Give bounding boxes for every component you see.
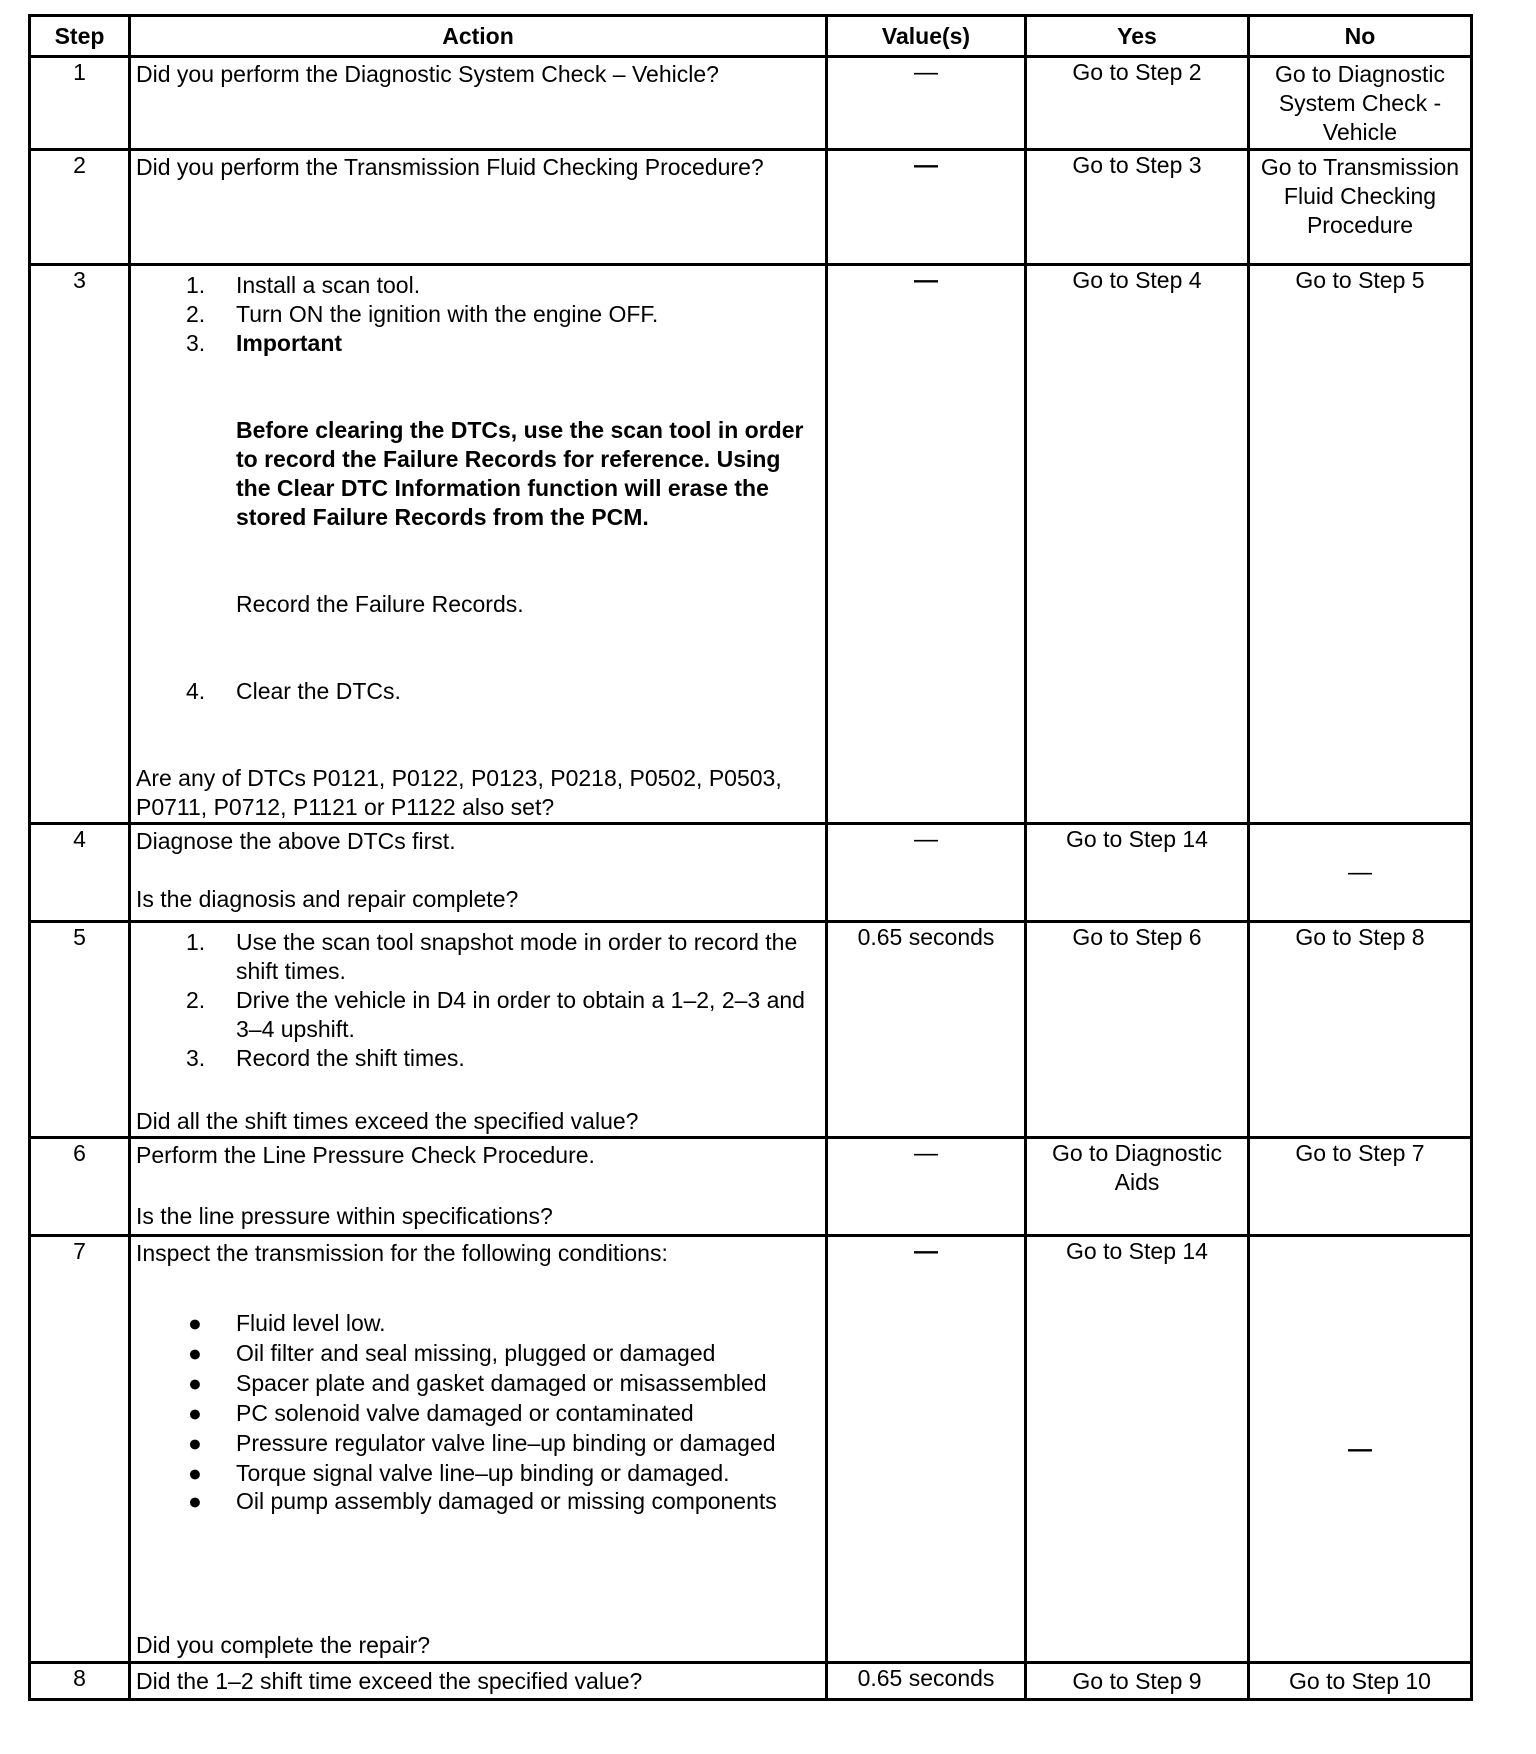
header-action: Action bbox=[130, 16, 827, 57]
header-step: Step bbox=[30, 16, 130, 57]
step-number: 7 bbox=[30, 1236, 130, 1663]
no-cell: Go to Diagnostic System Check - Vehicle bbox=[1249, 57, 1472, 150]
table-row bbox=[30, 265, 1472, 824]
table-row bbox=[30, 1236, 1472, 1663]
list-item: 1. Use the scan tool snapshot mode in order to record the shift times. bbox=[186, 929, 798, 984]
yes-cell: Go to Step 6 bbox=[1026, 922, 1249, 1138]
yes-cell: Go to Step 14 bbox=[1026, 824, 1249, 922]
step-number: 4 bbox=[30, 824, 130, 922]
list-item: 4. Clear the DTCs. bbox=[186, 678, 401, 704]
yes-cell: Go to Step 2 bbox=[1026, 57, 1249, 150]
yes-cell: Go to Step 14 bbox=[1026, 1236, 1249, 1663]
table-row bbox=[30, 1138, 1472, 1236]
action-cell bbox=[130, 265, 827, 824]
yes-cell: Go to Step 3 bbox=[1026, 150, 1249, 265]
value-cell: 0.65 seconds bbox=[827, 922, 1026, 1138]
list-item: ● Pressure regulator valve line–up binding or damaged bbox=[188, 1430, 776, 1456]
list-item: ● Torque signal valve line–up binding or damaged. bbox=[188, 1460, 730, 1486]
table-row bbox=[30, 922, 1472, 1138]
no-cell: Go to Step 10 bbox=[1249, 1663, 1472, 1700]
value-cell: — bbox=[827, 150, 1026, 265]
step-number: 2 bbox=[30, 150, 130, 265]
list-item: 2. Turn ON the ignition with the engine OFF. bbox=[186, 301, 659, 327]
value-cell: — bbox=[827, 1138, 1026, 1236]
important-note: Before clearing the DTCs, use the scan tool in order to record the Failure Records for reference. Using the Clear DTC Information function will erase the stored Failure Records from the PCM. bbox=[236, 417, 804, 530]
step-number: 6 bbox=[30, 1138, 130, 1236]
step-list bbox=[136, 271, 821, 706]
intro-text: Inspect the transmission for the following conditions: bbox=[136, 1240, 668, 1266]
value-cell: 0.65 seconds bbox=[827, 1663, 1026, 1700]
list-item: 1. Install a scan tool. bbox=[186, 272, 421, 298]
question-text: Are any of DTCs P0121, P0122, P0123, P0218, P0502, P0503, P0711, P0712, P1121 or P1122 also set? bbox=[136, 765, 782, 820]
record-text: Record the Failure Records. bbox=[236, 591, 524, 617]
condition-list bbox=[136, 1308, 821, 1515]
action-cell bbox=[130, 824, 827, 922]
question-text: Did you perform the Transmission Fluid Checking Procedure? bbox=[136, 154, 764, 180]
table-row bbox=[30, 57, 1472, 150]
step-list bbox=[136, 928, 821, 1073]
value-cell: — bbox=[827, 824, 1026, 922]
question-text: Is the line pressure within specifications? bbox=[136, 1203, 553, 1229]
list-item: 3. Record the shift times. bbox=[186, 1045, 465, 1071]
step-number: 8 bbox=[30, 1663, 130, 1700]
list-item: ● Oil pump assembly damaged or missing components bbox=[188, 1488, 777, 1514]
header-row bbox=[30, 16, 1472, 57]
list-item: ● Oil filter and seal missing, plugged or damaged bbox=[188, 1340, 716, 1366]
list-item: 3. Important Before clearing the DTCs, use the scan tool in order to record the Failure Records for reference. Using the Clear DTC Information function will erase the stored Failure Records from the PCM. Record the Failure Records. bbox=[136, 329, 821, 677]
no-cell: Go to Transmission Fluid Checking Procedure bbox=[1249, 150, 1472, 265]
step-number: 3 bbox=[30, 265, 130, 824]
action-cell bbox=[130, 1236, 827, 1663]
action-cell bbox=[130, 1138, 827, 1236]
no-cell: Go to Step 8 bbox=[1249, 922, 1472, 1138]
action-cell bbox=[130, 922, 827, 1138]
table-row bbox=[30, 150, 1472, 265]
no-cell: Go to Step 7 bbox=[1249, 1138, 1472, 1236]
question-text: Is the diagnosis and repair complete? bbox=[136, 886, 519, 912]
question-text: Did all the shift times exceed the specified value? bbox=[136, 1108, 639, 1134]
table-row bbox=[30, 824, 1472, 922]
question-text: Did you complete the repair? bbox=[136, 1632, 431, 1658]
no-cell: — bbox=[1249, 1236, 1472, 1663]
action-cell bbox=[130, 1663, 827, 1700]
question-text: Did you perform the Diagnostic System Check – Vehicle? bbox=[136, 61, 719, 87]
header-no: No bbox=[1249, 16, 1472, 57]
header-yes: Yes bbox=[1026, 16, 1249, 57]
list-item: 2. Drive the vehicle in D4 in order to obtain a 1–2, 2–3 and 3–4 upshift. bbox=[186, 987, 805, 1042]
no-cell: — bbox=[1249, 824, 1472, 922]
intro-text: Diagnose the above DTCs first. bbox=[136, 828, 456, 854]
value-cell: — bbox=[827, 57, 1026, 150]
list-item: ● PC solenoid valve damaged or contaminated bbox=[188, 1400, 694, 1426]
step-number: 5 bbox=[30, 922, 130, 1138]
yes-cell: Go to Step 4 bbox=[1026, 265, 1249, 824]
list-item: ● Fluid level low. bbox=[188, 1310, 386, 1336]
question-text: Did the 1–2 shift time exceed the specified value? bbox=[136, 1667, 643, 1694]
step-number: 1 bbox=[30, 57, 130, 150]
table-row bbox=[30, 1663, 1472, 1700]
action-cell bbox=[130, 57, 827, 150]
intro-text: Perform the Line Pressure Check Procedure. bbox=[136, 1142, 595, 1168]
value-cell: — bbox=[827, 1236, 1026, 1663]
no-cell: Go to Step 5 bbox=[1249, 265, 1472, 824]
action-cell bbox=[130, 150, 827, 265]
yes-cell: Go to Diagnostic Aids bbox=[1026, 1138, 1249, 1236]
diagnostic-table bbox=[28, 14, 1473, 1701]
value-cell: — bbox=[827, 265, 1026, 824]
header-values: Value(s) bbox=[827, 16, 1026, 57]
yes-cell: Go to Step 9 bbox=[1026, 1663, 1249, 1700]
list-item: ● Spacer plate and gasket damaged or misassembled bbox=[188, 1370, 767, 1396]
